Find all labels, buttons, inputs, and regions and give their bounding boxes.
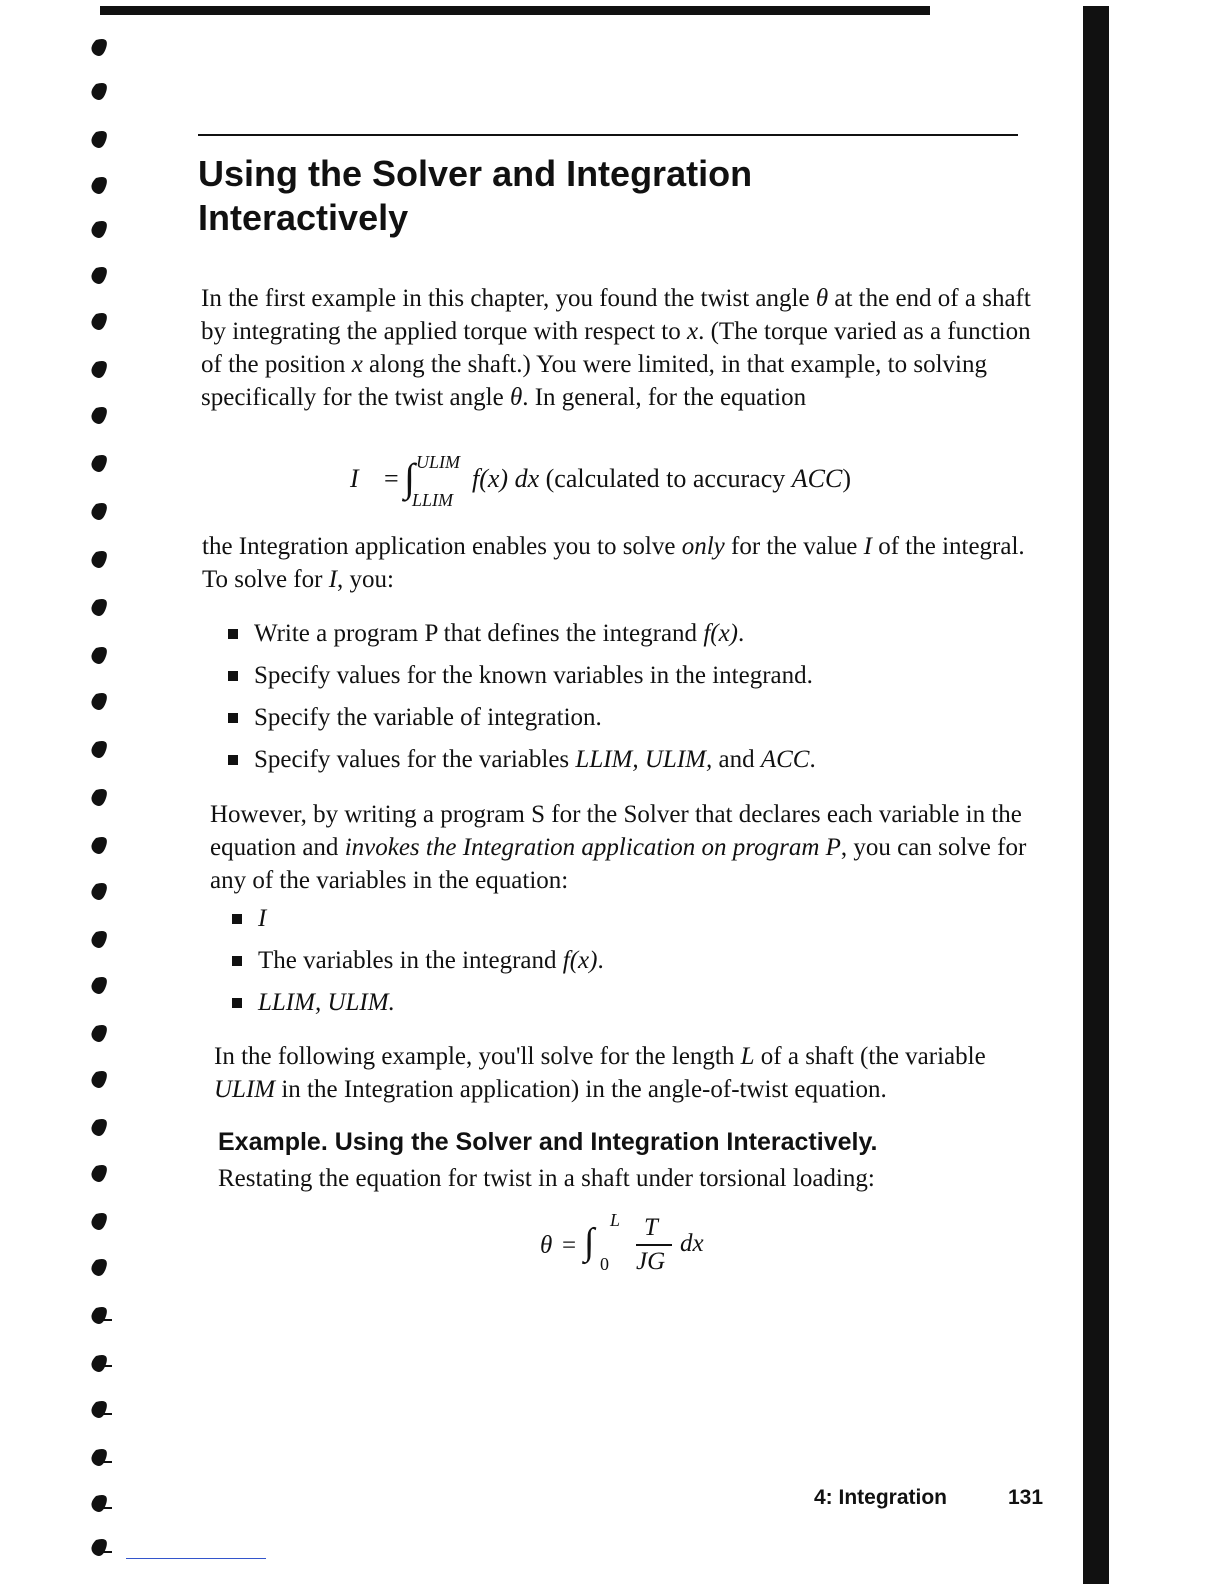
differential: dx xyxy=(680,1230,704,1257)
limit-variables: LLIM, ULIM. xyxy=(258,989,395,1016)
intro-text-3: . (The torque varied as a function of the position xyxy=(201,318,1031,378)
lower-limit: 0 xyxy=(600,1254,609,1274)
spiral-ring xyxy=(91,647,106,664)
spiral-ring xyxy=(91,1213,106,1230)
acc-variable: ACC xyxy=(791,464,843,493)
spiral-ring xyxy=(91,741,106,758)
spiral-ring xyxy=(91,1071,106,1088)
p2-text-4: , you: xyxy=(337,566,394,593)
i-variable: I xyxy=(258,905,267,932)
spiral-ring xyxy=(91,267,106,284)
integral-sign: ∫ xyxy=(584,1221,595,1263)
eq1-lhs: I xyxy=(350,464,359,493)
x-variable: x xyxy=(351,351,363,378)
step-text: Write a program P that defines the integrand xyxy=(254,620,704,647)
eq1-equals: = xyxy=(384,464,399,493)
integrand: f(x) dx xyxy=(472,464,540,493)
spiral-ring xyxy=(91,39,106,56)
close-paren: ) xyxy=(842,464,851,493)
numerator: T xyxy=(644,1214,658,1241)
following-paragraph xyxy=(214,1040,1044,1106)
list-item xyxy=(230,986,604,1028)
bullet-icon xyxy=(228,629,238,639)
spiral-ring xyxy=(91,313,106,330)
list-item xyxy=(230,944,604,986)
spiral-ring xyxy=(91,407,106,424)
list-item xyxy=(230,902,604,944)
bullet-icon xyxy=(228,755,238,765)
example-body: Restating the equation for twist in a shaft under torsional loading: xyxy=(218,1165,875,1192)
spiral-binding xyxy=(0,0,160,1584)
only-emphasis: only xyxy=(681,533,725,560)
list-item xyxy=(226,659,816,701)
spiral-ring xyxy=(91,551,106,568)
intro-paragraph xyxy=(201,282,1031,414)
step-end: . xyxy=(809,746,816,773)
spiral-ring xyxy=(91,977,106,994)
bullet-icon xyxy=(228,671,238,681)
theta-symbol: θ xyxy=(509,384,523,411)
intro-text-2: at the end of a shaft by integrating the applied torque with respect to xyxy=(201,285,1031,345)
upper-limit: L xyxy=(610,1210,621,1230)
spiral-ring xyxy=(91,131,106,148)
list-end: . xyxy=(597,947,604,974)
i-variable: I xyxy=(328,566,338,593)
step-text: Specify values for the variables xyxy=(254,746,576,773)
fx: f(x) xyxy=(562,947,598,974)
p4-text-2: of a shaft (the variable xyxy=(754,1043,986,1070)
right-border-bar xyxy=(1083,6,1109,1584)
list-item xyxy=(226,743,816,785)
eq2-equals: = xyxy=(562,1232,577,1259)
ulim-variable: ULIM xyxy=(214,1076,276,1103)
theta-symbol: θ xyxy=(815,285,829,312)
fraction-bar xyxy=(636,1244,672,1246)
step-text: Specify the variable of integration. xyxy=(254,704,602,731)
accuracy-note: (calculated to accuracy xyxy=(539,464,792,493)
title-line-1: Using the Solver and Integration xyxy=(198,153,753,194)
spiral-ring xyxy=(91,1165,106,1182)
eq1-body xyxy=(472,464,851,494)
spiral-ring xyxy=(91,931,106,948)
p2-text-2: for the value xyxy=(724,533,864,560)
heading-rule xyxy=(198,134,1018,136)
integral-equation xyxy=(350,452,1000,516)
p4-text-1: In the following example, you'll solve for the length xyxy=(214,1043,741,1070)
spiral-ring xyxy=(91,883,106,900)
example-heading: Example. Using the Solver and Integration Interactively. xyxy=(218,1128,878,1156)
spiral-ring xyxy=(91,83,106,100)
x-variable: x xyxy=(686,318,699,345)
integral-sign: ∫ xyxy=(404,455,415,500)
acc-variable: ACC xyxy=(760,746,810,773)
spiral-ring xyxy=(91,837,106,854)
integration-paragraph xyxy=(202,530,1032,596)
p3-emphasis: invokes the Integration application on program P xyxy=(344,834,841,861)
title-line-2: Interactively xyxy=(198,197,409,238)
bullet-icon xyxy=(228,713,238,723)
list-item xyxy=(226,701,816,743)
spiral-ring xyxy=(91,1025,106,1042)
twist-equation xyxy=(540,1208,760,1278)
spiral-ring xyxy=(91,221,106,238)
intro-text-5: . In general, for the equation xyxy=(522,384,807,411)
spiral-ring xyxy=(91,177,106,194)
p2-text-3: of the integral. To solve for xyxy=(202,533,1025,593)
spiral-ring xyxy=(91,599,106,616)
spiral-ring xyxy=(91,361,106,378)
l-variable: L xyxy=(740,1043,755,1070)
list-text: The variables in the integrand xyxy=(258,947,563,974)
fx: f(x) xyxy=(703,620,739,647)
step-end: . xyxy=(738,620,745,647)
bottom-line xyxy=(126,1558,266,1559)
spiral-ring xyxy=(91,455,106,472)
spiral-ring xyxy=(91,1119,106,1136)
bullet-icon xyxy=(232,914,242,924)
spiral-ring xyxy=(91,503,106,520)
footer-chapter: 4: Integration xyxy=(814,1486,948,1509)
page-title xyxy=(198,152,958,240)
p3-text-2: , you can solve for any of the variables in the equation: xyxy=(210,834,1027,894)
p2-text-1: the Integration application enables you to solve xyxy=(202,533,682,560)
bullet-icon xyxy=(232,956,242,966)
spiral-ring xyxy=(91,693,106,710)
list-item xyxy=(226,617,816,659)
steps-list xyxy=(226,617,816,785)
intro-text-1: In the first example in this chapter, you found the twist angle xyxy=(201,285,816,312)
i-variable: I xyxy=(863,533,872,560)
upper-limit: ULIM xyxy=(416,452,460,472)
page-number: 131 xyxy=(1008,1486,1044,1509)
limit-variables: LLIM, ULIM, xyxy=(575,746,713,773)
lower-limit: LLIM xyxy=(412,490,454,510)
spiral-ring xyxy=(91,789,106,806)
spiral-ring xyxy=(91,1259,106,1276)
eq2-theta: θ xyxy=(540,1232,553,1259)
p3-text-1: However, by writing a program S for the Solver that declares each variable in the equation and xyxy=(210,801,1022,861)
step-and: and xyxy=(712,746,761,773)
p4-text-3: in the Integration application) in the angle-of-twist equation. xyxy=(275,1076,887,1103)
however-paragraph xyxy=(210,798,1040,897)
solvable-list xyxy=(230,902,604,1028)
bullet-icon xyxy=(232,998,242,1008)
step-text: Specify values for the known variables in the integrand. xyxy=(254,662,813,689)
denominator: JG xyxy=(636,1248,666,1275)
intro-text-4: along the shaft.) You were limited, in that example, to solving specifically for the twist angle xyxy=(201,351,988,411)
top-border-bar xyxy=(100,6,930,15)
